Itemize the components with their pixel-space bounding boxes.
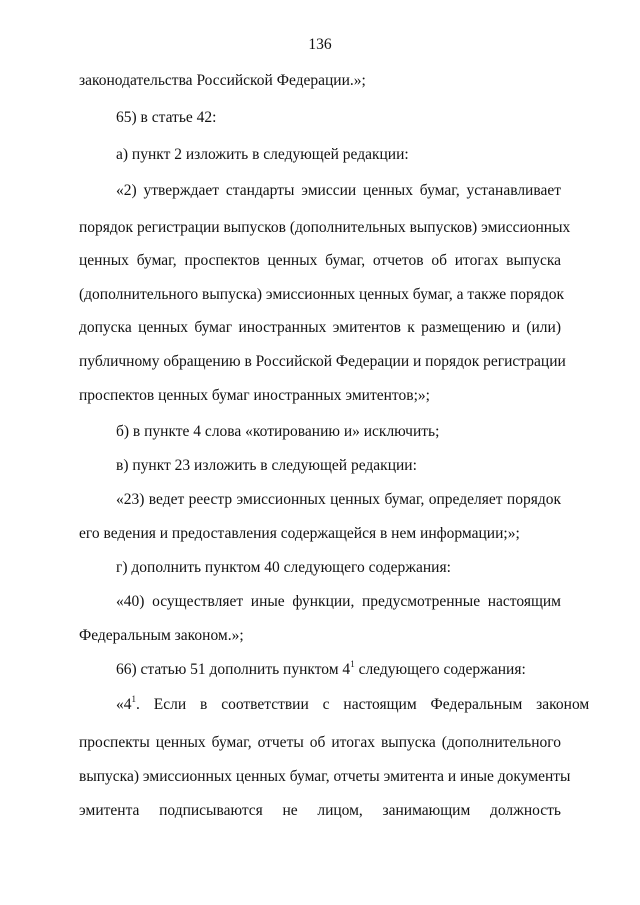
page-number: 136 (308, 36, 332, 53)
superscript: 1 (350, 658, 355, 669)
text-line: выпуска) эмиссионных ценных бумаг, отчеты эмитента и иные документы (79, 768, 571, 785)
text-line: (дополнительного выпуска) эмиссионных ценных бумаг, а также порядок (79, 286, 565, 303)
text-line: эмитента подписываются не лицом, занимающим должность (79, 802, 561, 819)
text-line: Федеральным законом.»; (79, 627, 244, 644)
text-fragment: «4 (116, 696, 132, 713)
text-line: «23) ведет реестр эмиссионных ценных бумаг, определяет порядок (116, 491, 561, 508)
text-line: его ведения и предоставления содержащейся в нем информации;»; (79, 525, 520, 542)
text-line: г) дополнить пунктом 40 следующего содержания: (116, 559, 451, 576)
text-line: «2) утверждает стандарты эмиссии ценных бумаг, устанавливает (116, 182, 561, 199)
text-line: ценных бумаг, проспектов ценных бумаг, отчетов об итогах выпуска (79, 252, 561, 269)
text-fragment: . Если в соответствии с настоящим Федеральным законом (136, 696, 590, 713)
text-fragment: следующего содержания: (354, 661, 526, 678)
text-line: «40) осуществляет иные функции, предусмотренные настоящим (116, 593, 561, 610)
text-line: а) пункт 2 изложить в следующей редакции: (116, 146, 409, 163)
text-line: допуска ценных бумаг иностранных эмитентов к размещению и (или) (79, 319, 561, 336)
text-line: 65) в статье 42: (116, 109, 217, 126)
text-line (116, 693, 590, 715)
text-line: в) пункт 23 изложить в следующей редакции: (116, 457, 417, 474)
text-line: публичному обращению в Российской Федерации и порядок регистрации (79, 353, 566, 370)
text-line (116, 660, 561, 680)
text-line: проспектов ценных бумаг иностранных эмитентов;»; (79, 387, 430, 404)
superscript: 1 (131, 693, 136, 704)
text-fragment: 66) статью 51 дополнить пунктом 4 (116, 661, 351, 678)
text-line: б) в пункте 4 слова «котированию и» исключить; (116, 423, 440, 440)
text-line: законодательства Российской Федерации.»; (79, 72, 366, 89)
text-line: порядок регистрации выпусков (дополнительных выпусков) эмиссионных (79, 219, 571, 236)
text-line: проспекты ценных бумаг, отчеты об итогах выпуска (дополнительного (79, 734, 561, 751)
